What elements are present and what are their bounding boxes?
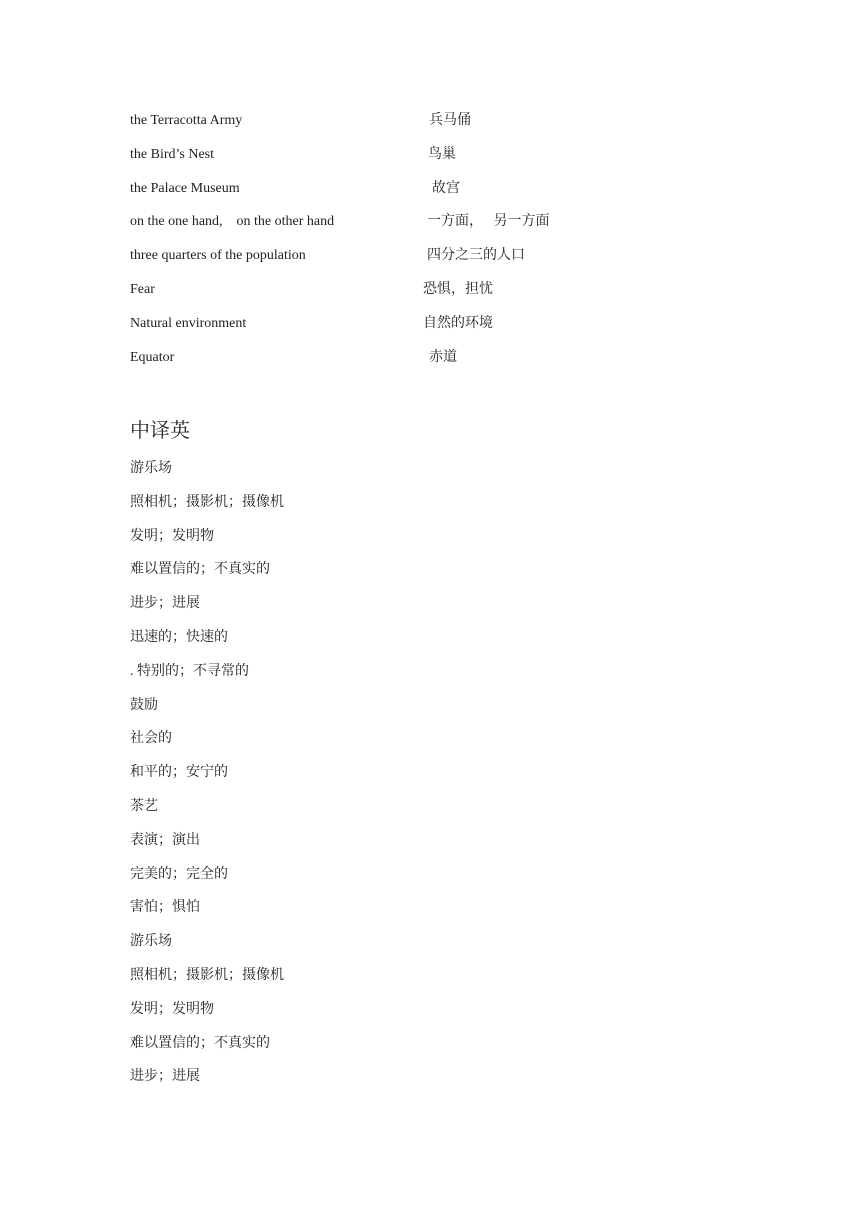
chinese-term: 难以置信的；不真实的 bbox=[130, 562, 270, 578]
chinese-translation: 鸟巢 bbox=[428, 146, 456, 162]
chinese-translation: 自然的环境 bbox=[423, 315, 493, 331]
vocab-pair-row bbox=[130, 314, 690, 348]
chinese-term: 游乐场 bbox=[130, 461, 172, 476]
vocab-pair-row bbox=[130, 280, 690, 314]
english-term: Natural environment bbox=[130, 315, 247, 331]
chinese-term: 发明；发明物 bbox=[130, 528, 214, 544]
chinese-term: 游乐场 bbox=[130, 934, 172, 950]
english-term: the Palace Museum bbox=[130, 180, 240, 196]
chinese-term: 进步；进展 bbox=[130, 596, 200, 612]
chinese-term: 迅速的；快速的 bbox=[130, 629, 228, 645]
chinese-term: 害怕；惧怕 bbox=[130, 900, 200, 916]
vocab-pair-row bbox=[130, 212, 690, 246]
chinese-translation: 兵马俑 bbox=[429, 113, 471, 128]
vocab-pair-row bbox=[130, 348, 690, 382]
chinese-term: 鼓励 bbox=[130, 697, 158, 713]
chinese-term: 完美的；完全的 bbox=[130, 866, 228, 882]
chinese-term: 照相机；摄影机；摄像机 bbox=[130, 494, 284, 510]
vocab-pair-list bbox=[130, 111, 690, 381]
chinese-term-list bbox=[130, 459, 284, 1101]
english-term: Equator bbox=[130, 349, 175, 365]
vocab-pair-row bbox=[130, 111, 690, 145]
english-term: Fear bbox=[130, 281, 155, 297]
chinese-term: 茶艺 bbox=[130, 798, 158, 814]
vocab-pair-row bbox=[130, 179, 690, 213]
chinese-term: 发明；发明物 bbox=[130, 1001, 214, 1017]
chinese-term: 难以置信的；不真实的 bbox=[130, 1035, 270, 1051]
english-term: the Bird’s Nest bbox=[130, 146, 214, 162]
chinese-translation: 一方面， 另一方面 bbox=[427, 214, 550, 230]
section-heading: 中译英 bbox=[130, 420, 190, 442]
english-term: on the one hand, on the other hand bbox=[130, 214, 335, 230]
chinese-term: 社会的 bbox=[130, 731, 172, 747]
english-term: three quarters of the population bbox=[130, 248, 306, 264]
chinese-term: 照相机；摄影机；摄像机 bbox=[130, 967, 284, 983]
chinese-term: 进步；进展 bbox=[130, 1069, 200, 1085]
chinese-term: 表演；演出 bbox=[130, 832, 200, 848]
vocab-pair-row bbox=[130, 246, 690, 280]
chinese-translation: 赤道 bbox=[429, 349, 457, 365]
chinese-term: 和平的；安宁的 bbox=[130, 765, 228, 781]
vocab-pair-row bbox=[130, 145, 690, 179]
chinese-translation: 故宫 bbox=[432, 180, 460, 196]
english-term: the Terracotta Army bbox=[130, 113, 243, 128]
chinese-translation: 恐惧，担忧 bbox=[423, 281, 493, 297]
chinese-translation: 四分之三的人口 bbox=[427, 248, 525, 264]
chinese-term: . 特别的；不寻常的 bbox=[130, 663, 249, 679]
